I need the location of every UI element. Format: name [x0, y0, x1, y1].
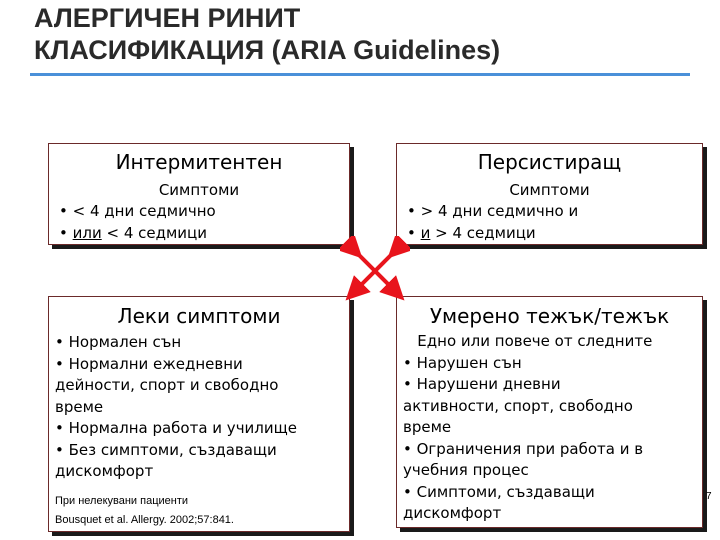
citation: Bousquet et al. Allergy. 2002;57:841.: [55, 514, 234, 526]
intermittent-subheading: Симптоми: [158, 181, 240, 199]
title-line-2: КЛАСИФИКАЦИЯ (ARIA Guidelines): [34, 35, 501, 65]
persistent-bullet-2: [407, 224, 536, 243]
mild-heading: Леки симптоми: [117, 304, 281, 328]
intermittent-heading: Интермитентен: [115, 150, 283, 174]
page-title: [34, 2, 500, 66]
moderate-severe-line: • Нарушени дневни: [403, 375, 561, 393]
persistent-box: [396, 143, 703, 245]
moderate-severe-line: време: [403, 418, 452, 436]
mild-line: дейности, спорт и свободно: [55, 376, 279, 394]
mild-line: дискомфорт: [55, 462, 154, 480]
bullet-rest: < 4 седмици: [101, 224, 208, 242]
moderate-severe-line: • Нарушен сън: [403, 353, 522, 372]
mild-line: време: [55, 397, 104, 416]
mild-line: • Без симптоми, създаващи: [55, 440, 277, 459]
moderate-severe-heading: Умерено тежък/тежък: [429, 304, 670, 328]
title-line-1: АЛЕРГИЧЕН РИНИТ: [34, 3, 301, 33]
persistent-heading: Персистиращ: [477, 150, 622, 174]
intermittent-bullet-2: [59, 224, 207, 243]
moderate-severe-line: активности, спорт, свободно: [403, 396, 633, 415]
moderate-severe-box: [396, 296, 703, 528]
underlined-word: и: [420, 224, 431, 242]
bullet-rest: > 4 седмици: [430, 224, 536, 242]
cross-arrows: [340, 236, 410, 306]
mild-line: • Нормален сън: [55, 333, 182, 351]
bullet-marker: •: [407, 224, 421, 242]
title-underline: [30, 73, 690, 76]
persistent-subheading: Симптоми: [509, 181, 590, 199]
intermittent-box: [48, 143, 350, 245]
moderate-severe-line: учебния процес: [403, 461, 529, 479]
bullet-marker: •: [59, 224, 73, 242]
mild-line: • Нормална работа и училище: [55, 419, 297, 437]
underlined-word: или: [72, 224, 102, 242]
page-number: 7: [706, 491, 712, 502]
moderate-severe-line: • Симптоми, създаващи: [403, 482, 595, 501]
persistent-bullet-1: • > 4 дни седмично и: [407, 202, 579, 220]
mild-line: • Нормални ежедневни: [55, 354, 243, 373]
intermittent-bullet-1: • < 4 дни седмично: [59, 202, 216, 220]
mild-list: [55, 332, 341, 483]
moderate-severe-list: [403, 331, 694, 525]
moderate-severe-line: Едно или повече от следните: [403, 332, 653, 350]
moderate-severe-line: • Ограничения при работа и в: [403, 439, 644, 458]
mild-box: [48, 296, 350, 532]
moderate-severe-line: дискомфорт: [403, 504, 502, 522]
untreated-note: При нелекувани пациенти: [55, 495, 189, 507]
